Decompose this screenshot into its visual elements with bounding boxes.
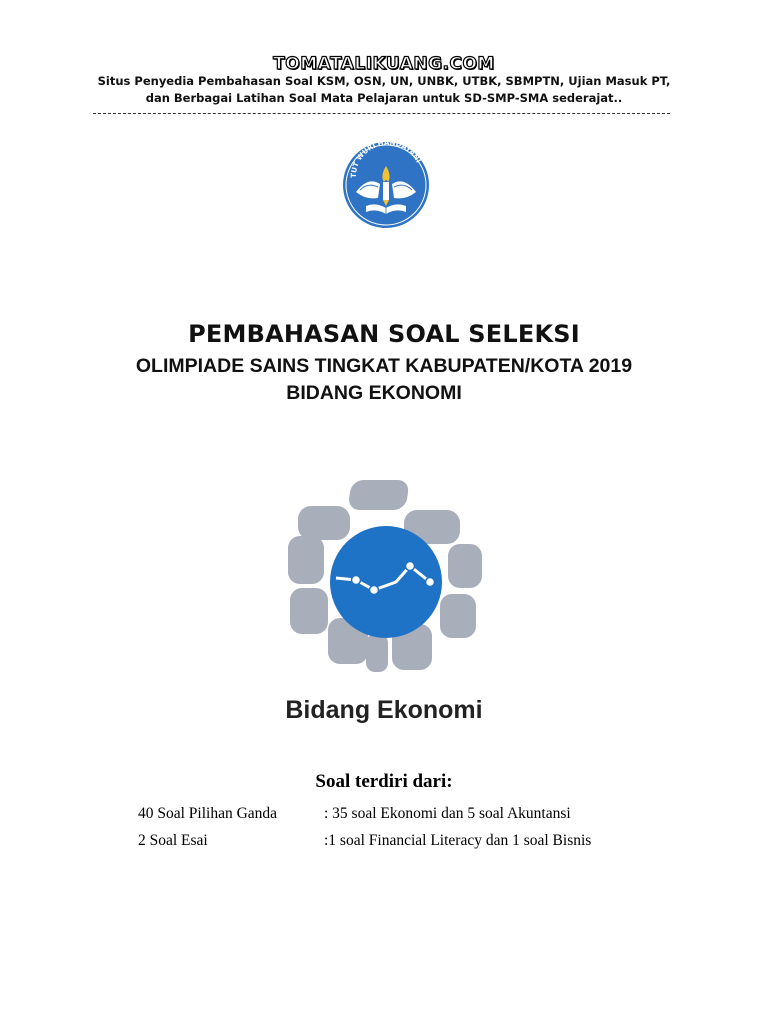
emblem-motto: TUT WURI HANDAYANI [349, 140, 423, 179]
composition-label: 40 Soal Pilihan Ganda [138, 805, 278, 822]
document-field: BIDANG EKONOMI [286, 382, 462, 404]
site-brand: TOMATALIKUANG.COM [273, 54, 495, 74]
logo-caption: Bidang Ekonomi [285, 696, 483, 724]
composition-row [138, 832, 698, 854]
document-subtitle: OLIMPIADE SAINS TINGKAT KABUPATEN/KOTA 2019 [135, 355, 633, 377]
tut-wuri-handayani-emblem [338, 140, 434, 230]
composition-row [138, 805, 698, 827]
economics-cube-logo [284, 478, 484, 676]
site-tagline-line1: Situs Penyedia Pembahasan Soal KSM, OSN, UN, UNBK, UTBK, SBMPTN, Ujian Masuk PT, [97, 74, 671, 88]
composition-value: :1 soal Financial Literacy dan 1 soal Bisnis [324, 832, 592, 849]
composition-heading: Soal terdiri dari: [315, 771, 453, 792]
site-tagline-line2: dan Berbagai Latihan Soal Mata Pelajaran untuk SD-SMP-SMA sederajat.. [145, 91, 623, 105]
header-divider [93, 113, 670, 114]
composition-value: : 35 soal Ekonomi dan 5 soal Akuntansi [324, 805, 571, 822]
document-title: PEMBAHASAN SOAL SELEKSI [188, 320, 580, 348]
composition-label: 2 Soal Esai [138, 832, 208, 849]
